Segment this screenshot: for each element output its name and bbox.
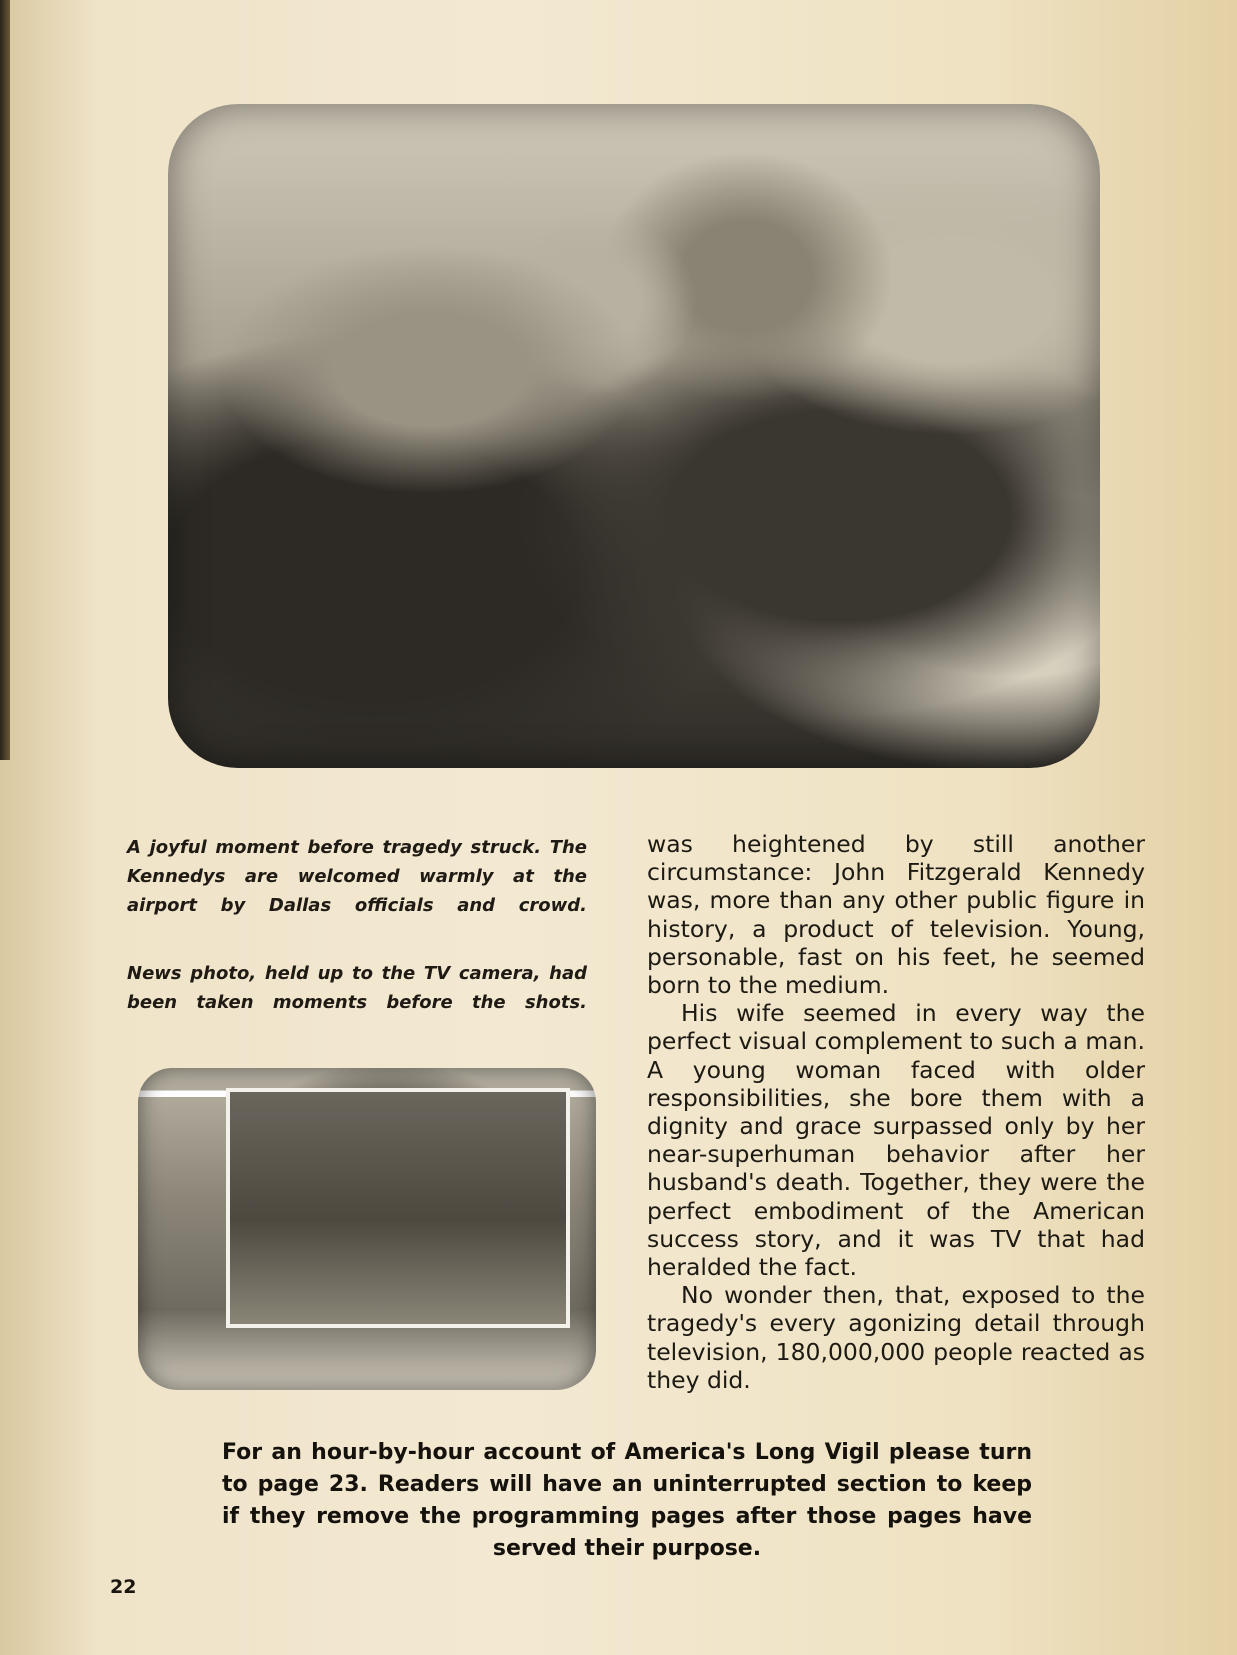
photo-caption-bottom: News photo, held up to the TV camera, had been taken moments before the shots. bbox=[127, 963, 587, 1013]
paragraph-2: His wife seemed in every way the perfect visual complement to such a man. A young woman faced with older responsibilities, she bore them with a dignity and grace surpassed only by her near-superhuman behavior after her husband's death. Together, they were the perfect embodiment of the American success story, and it was TV that had heralded the fact. bbox=[647, 999, 1145, 1282]
page-number: 22 bbox=[110, 1576, 137, 1598]
kennedy-airport-photo bbox=[168, 104, 1100, 768]
photo-caption-top: A joyful moment before tragedy struck. The Kennedys are welcomed warmly at the airport by Dallas officials and crowd. bbox=[127, 837, 587, 916]
paragraph-1: was heightened by still another circumstance: John Fitzgerald Kennedy was, more than any other public figure in history, a product of television. Young, personable, fast on his feet, he seemed born to the medium. bbox=[647, 830, 1145, 1000]
binding-edge bbox=[0, 0, 10, 760]
reader-note: For an hour-by-hour account of America's Long Vigil please turn to page 23. Readers will have an uninterrupted section to keep if they remove the programming pages after those pages have served their purpose. bbox=[222, 1440, 1032, 1561]
news-photo-frame bbox=[226, 1088, 570, 1328]
paragraph-3: No wonder then, that, exposed to the tragedy's every agonizing detail through television, 180,000,000 people reacted as they did. bbox=[647, 1281, 1145, 1394]
article-body bbox=[647, 830, 1145, 1394]
tv-screen-news-photo bbox=[138, 1068, 596, 1390]
